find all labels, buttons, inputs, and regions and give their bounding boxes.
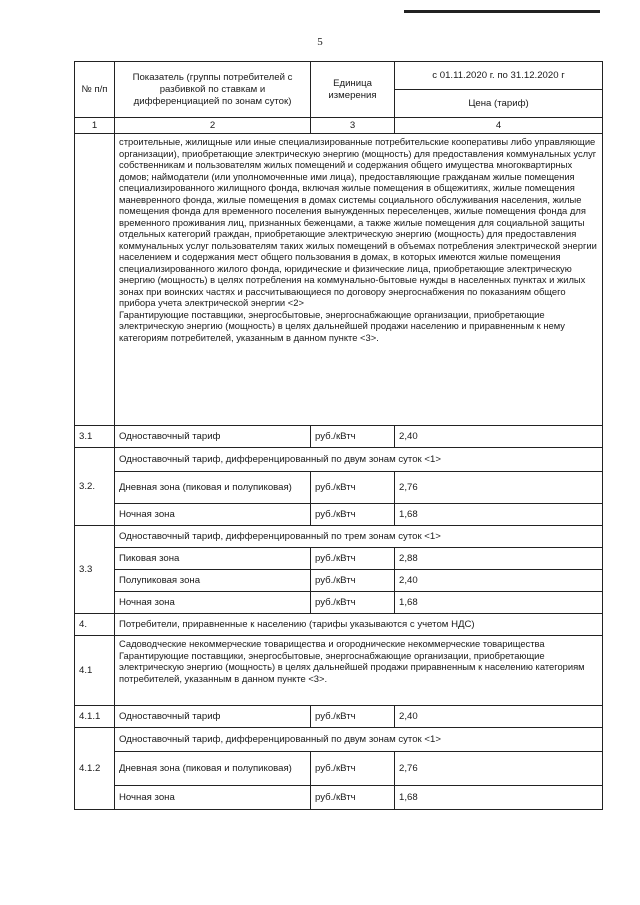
index-cell: 4 [395,118,603,134]
consumer-description [115,134,603,426]
zone-name: Полупиковая зона [115,570,311,592]
zone-name: Дневная зона (пиковая и полупиковая) [115,752,311,786]
index-cell: 2 [115,118,311,134]
header-unit: Единица измерения [311,62,395,118]
empty-num-cell [75,134,115,426]
row-name: Одноставочный тариф [115,426,311,448]
row-title: Одноставочный тариф, дифференцированный по двум зонам суток <1> [115,728,603,752]
zone-name: Ночная зона [115,786,311,810]
row-price: 2,40 [395,426,603,448]
zone-unit: руб./кВтч [311,570,395,592]
index-cell: 3 [311,118,395,134]
row-num: 4.1.1 [75,706,115,728]
zone-unit: руб./кВтч [311,752,395,786]
description-line-2: Гарантирующие поставщики, энергосбытовые, энергоснабжающие организации, приобретающие электрическую энергию (мощность) в целях дальнейшей продажи приравненным к населению категориям потребителей, указанным в данном пункте <3>. [119,649,585,684]
row-num: 4. [75,614,115,636]
zone-name: Ночная зона [115,504,311,526]
header-period: с 01.11.2020 г. по 31.12.2020 г [395,62,603,90]
row-name: Одноставочный тариф [115,706,311,728]
zone-name: Дневная зона (пиковая и полупиковая) [115,472,311,504]
row-title: Одноставочный тариф, дифференцированный по трем зонам суток <1> [115,526,603,548]
zone-unit: руб./кВтч [311,592,395,614]
header-price: Цена (тариф) [395,90,603,118]
row-num: 3.1 [75,426,115,448]
description-paragraph-2: Гарантирующие поставщики, энергосбытовые, энергоснабжающие организации, приобретающие электрическую энергию (мощность) в целях дальнейшей продажи населению и приравненным к нему категориям потребителей, указанным в данном пункте <3>. [119,308,565,343]
description-line-1: Садоводческие некоммерческие товарищества и огороднические некоммерческие товарищества [119,638,545,649]
description-paragraph-1: строительные, жилищные или иные специализированные потребительские кооперативы либо управляющие организации), приобретающие электрическую энергию (мощность) для предоставления коммунальных услуг собственникам и пользователям жилых помещений и содержания общего имущества многоквартирных домов; наймодатели (или уполномоченные ими лица), предоставляющие гражданам жилые помещения специализированного жилищного фонда, включая жилые помещения в общежитиях, жилые помещения маневренного фонда, жилые помещения в домах системы социального обслуживания населения, жилые помещения фонда для временного поселения вынужденных переселенцев, жилые помещения фонда для временного проживания лиц, признанных беженцами, а также жилые помещения для социальной защиты отдельных категорий граждан, приобретающие электрическую энергию (мощность) для предоставления коммунальных услуг пользователям таких жилых помещений в объемах потребления электрической энергии населением и содержания мест общего пользования в домах, в которых имеются жилые помещения специализированного жилого фонда, юридические и физические лица, приобретающие электрическую энергию (мощность) в целях потребления на коммунально-бытовые нужды в населенных пунктах и жилых зонах при воинских частях и рассчитывающиеся по договору энергоснабжения по показаниям общего прибора учета электрической энергии <2> [119,136,597,308]
zone-price: 1,68 [395,592,603,614]
zone-price: 1,68 [395,504,603,526]
row-title: Потребители, приравненные к населению (тарифы указываются с учетом НДС) [115,614,603,636]
header-num: № п/п [75,62,115,118]
row-num: 3.2. [75,448,115,526]
zone-name: Ночная зона [115,592,311,614]
row-num: 4.1.2 [75,728,115,810]
zone-price: 2,88 [395,548,603,570]
row-price: 2,40 [395,706,603,728]
row-title: Одноставочный тариф, дифференцированный по двум зонам суток <1> [115,448,603,472]
zone-unit: руб./кВтч [311,472,395,504]
page-number: 5 [317,36,323,48]
row-num: 4.1 [75,636,115,706]
tariff-table [74,61,603,810]
row-num: 3.3 [75,526,115,614]
zone-unit: руб./кВтч [311,786,395,810]
zone-price: 2,76 [395,472,603,504]
top-rule [404,10,600,13]
index-cell: 1 [75,118,115,134]
zone-price: 2,76 [395,752,603,786]
zone-name: Пиковая зона [115,548,311,570]
header-indicator: Показатель (группы потребителей с разбивкой по ставкам и дифференциацией по зонам суток) [115,62,311,118]
row-unit: руб./кВтч [311,426,395,448]
zone-unit: руб./кВтч [311,504,395,526]
zone-price: 1,68 [395,786,603,810]
zone-price: 2,40 [395,570,603,592]
zone-unit: руб./кВтч [311,548,395,570]
row-description [115,636,603,706]
row-unit: руб./кВтч [311,706,395,728]
